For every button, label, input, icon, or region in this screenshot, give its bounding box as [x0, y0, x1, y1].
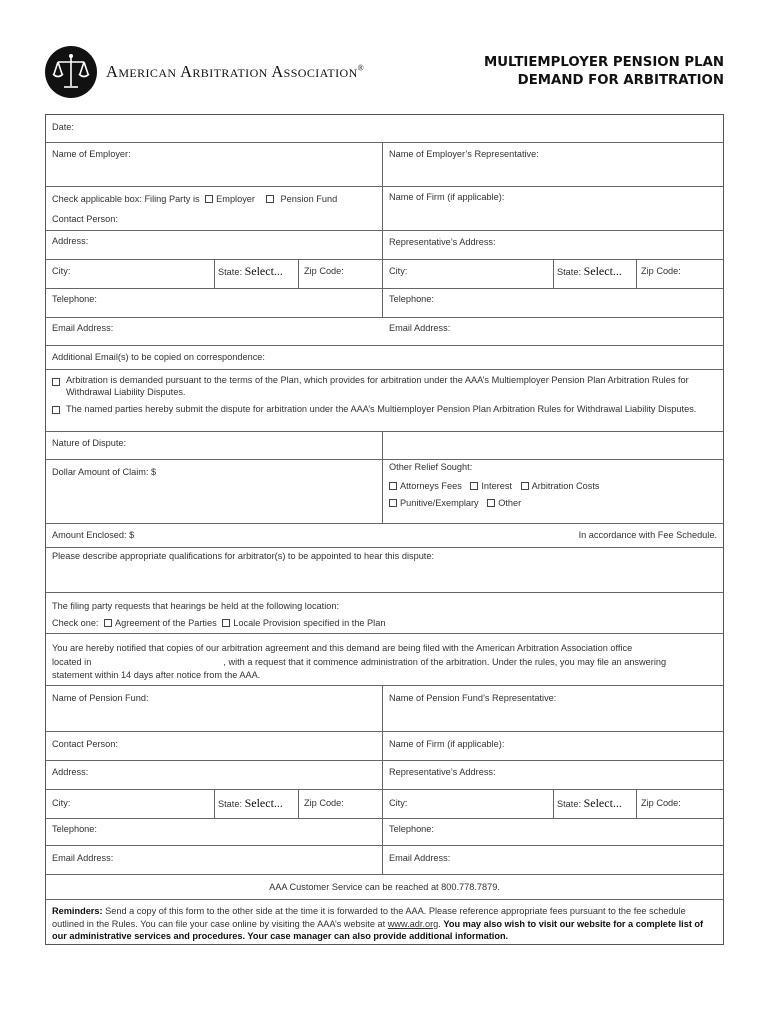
- fund-rep-telephone-label: Telephone:: [389, 824, 434, 834]
- employer-name-label: Name of Employer:: [52, 149, 131, 159]
- fund-zip-label: Zip Code:: [304, 798, 344, 808]
- organization-name: American Arbitration Association®: [106, 62, 365, 81]
- arbitration-option-2: [52, 404, 63, 416]
- city-label: City:: [52, 266, 71, 276]
- dollar-amount-label: Dollar Amount of Claim: $: [52, 467, 157, 477]
- employer-checkbox[interactable]: [205, 195, 213, 203]
- filing-party-row: Check applicable box: Filing Party is Employer Pension Fund: [52, 194, 338, 204]
- reminders-note: Reminders: Send a copy of this form to the other side at the time it is forwarded to the AAA. Please reference appropriate fees pursuant to the fee schedule outlined in the Rules. You can file your case online by visiting the AAA’s website at www.adr.org. You may also wish to visit our website for a complete list of our administrative services and procedures. Your case manager can also provide additional information.: [52, 906, 704, 941]
- contact-person-label: Contact Person:: [52, 214, 118, 224]
- fund-contact-label: Contact Person:: [52, 739, 118, 749]
- fund-firm-label: Name of Firm (if applicable):: [389, 739, 505, 749]
- fund-rep-address-label: Representative’s Address:: [389, 767, 496, 777]
- rep-state-select[interactable]: State: Select...: [557, 264, 622, 278]
- pension-fund-checkbox[interactable]: [266, 195, 274, 203]
- rep-city-label: City:: [389, 266, 408, 276]
- attorneys-fees-checkbox[interactable]: [389, 482, 397, 490]
- fund-rep-city-label: City:: [389, 798, 408, 808]
- pension-fund-name-label: Name of Pension Fund:: [52, 693, 149, 703]
- rep-address-label: Representative’s Address:: [389, 237, 496, 247]
- date-label: Date:: [52, 122, 74, 132]
- hearing-location-label: The filing party requests that hearings be held at the following location:: [52, 601, 340, 611]
- relief-row-1: Attorneys Fees Interest Arbitration Costs: [389, 480, 599, 492]
- adr-website-link[interactable]: www.adr.org: [387, 918, 439, 929]
- rep-telephone-label: Telephone:: [389, 294, 434, 304]
- other-relief-checkbox[interactable]: [487, 499, 495, 507]
- fee-schedule-note: In accordance with Fee Schedule.: [578, 530, 717, 540]
- notice-line-3: statement within 14 days after notice from the AAA.: [52, 670, 261, 680]
- fund-email-label: Email Address:: [52, 853, 114, 863]
- fund-state-select[interactable]: State: Select...: [218, 796, 283, 810]
- state-select[interactable]: State: Select...: [218, 264, 283, 278]
- notice-line-1: You are hereby notified that copies of our arbitration agreement and this demand are being filed with the American Arbitration Association office: [52, 643, 633, 653]
- arbitration-costs-checkbox[interactable]: [521, 482, 529, 490]
- amount-enclosed-label: Amount Enclosed: $: [52, 530, 135, 540]
- relief-row-2: Punitive/Exemplary Other: [389, 497, 521, 509]
- rep-zip-label: Zip Code:: [641, 266, 681, 276]
- employer-rep-label: Name of Employer’s Representative:: [389, 149, 539, 159]
- fund-address-label: Address:: [52, 767, 89, 777]
- pension-fund-rep-label: Name of Pension Fund’s Representative:: [389, 693, 557, 703]
- additional-emails-label: Additional Email(s) to be copied on correspondence:: [52, 352, 265, 362]
- aaa-logo: [45, 46, 97, 98]
- fund-rep-zip-label: Zip Code:: [641, 798, 681, 808]
- scales-of-justice-icon: [45, 46, 97, 98]
- demand-form: [45, 114, 724, 945]
- punitive-checkbox[interactable]: [389, 499, 397, 507]
- hearing-check-row: Check one: Agreement of the Parties Locale Provision specified in the Plan: [52, 618, 386, 628]
- firm-label: Name of Firm (if applicable):: [389, 192, 505, 202]
- arbitration-plan-checkbox[interactable]: [52, 378, 60, 386]
- rep-email-label: Email Address:: [389, 323, 451, 333]
- arbitration-option-2-text: The named parties hereby submit the dispute for arbitration under the AAA’s Multiemployer Pension Plan Arbitration Rules for Withdrawal Liability Disputes.: [66, 404, 697, 414]
- customer-service-note: AAA Customer Service can be reached at 800.778.7879.: [269, 882, 500, 892]
- form-title: MULTIEMPLOYER PENSION PLAN DEMAND FOR ARBITRATION: [484, 55, 724, 88]
- nature-of-dispute-label: Nature of Dispute:: [52, 438, 127, 448]
- interest-checkbox[interactable]: [470, 482, 478, 490]
- arbitration-submit-checkbox[interactable]: [52, 406, 60, 414]
- fund-rep-email-label: Email Address:: [389, 853, 451, 863]
- email-label: Email Address:: [52, 323, 114, 333]
- fund-city-label: City:: [52, 798, 71, 808]
- agreement-checkbox[interactable]: [104, 619, 112, 627]
- fund-telephone-label: Telephone:: [52, 824, 97, 834]
- address-label: Address:: [52, 236, 89, 246]
- qualifications-label: Please describe appropriate qualifications for arbitrator(s) to be appointed to hear this dispute:: [52, 551, 435, 561]
- arbitration-option-1: [52, 376, 63, 388]
- zip-label: Zip Code:: [304, 266, 344, 276]
- telephone-label: Telephone:: [52, 294, 97, 304]
- locale-checkbox[interactable]: [222, 619, 230, 627]
- fund-rep-state-select[interactable]: State: Select...: [557, 796, 622, 810]
- arbitration-option-1-text: Arbitration is demanded pursuant to the terms of the Plan, which provides for arbitration under the AAA’s Multiemployer Pension Plan Arbitration Rules for Withdrawal Liability Disputes.: [66, 375, 689, 397]
- other-relief-label: Other Relief Sought:: [389, 462, 473, 472]
- notice-line-2: located in , with a request that it commence administration of the arbitration. Under the rules, you may file an answering: [52, 657, 667, 667]
